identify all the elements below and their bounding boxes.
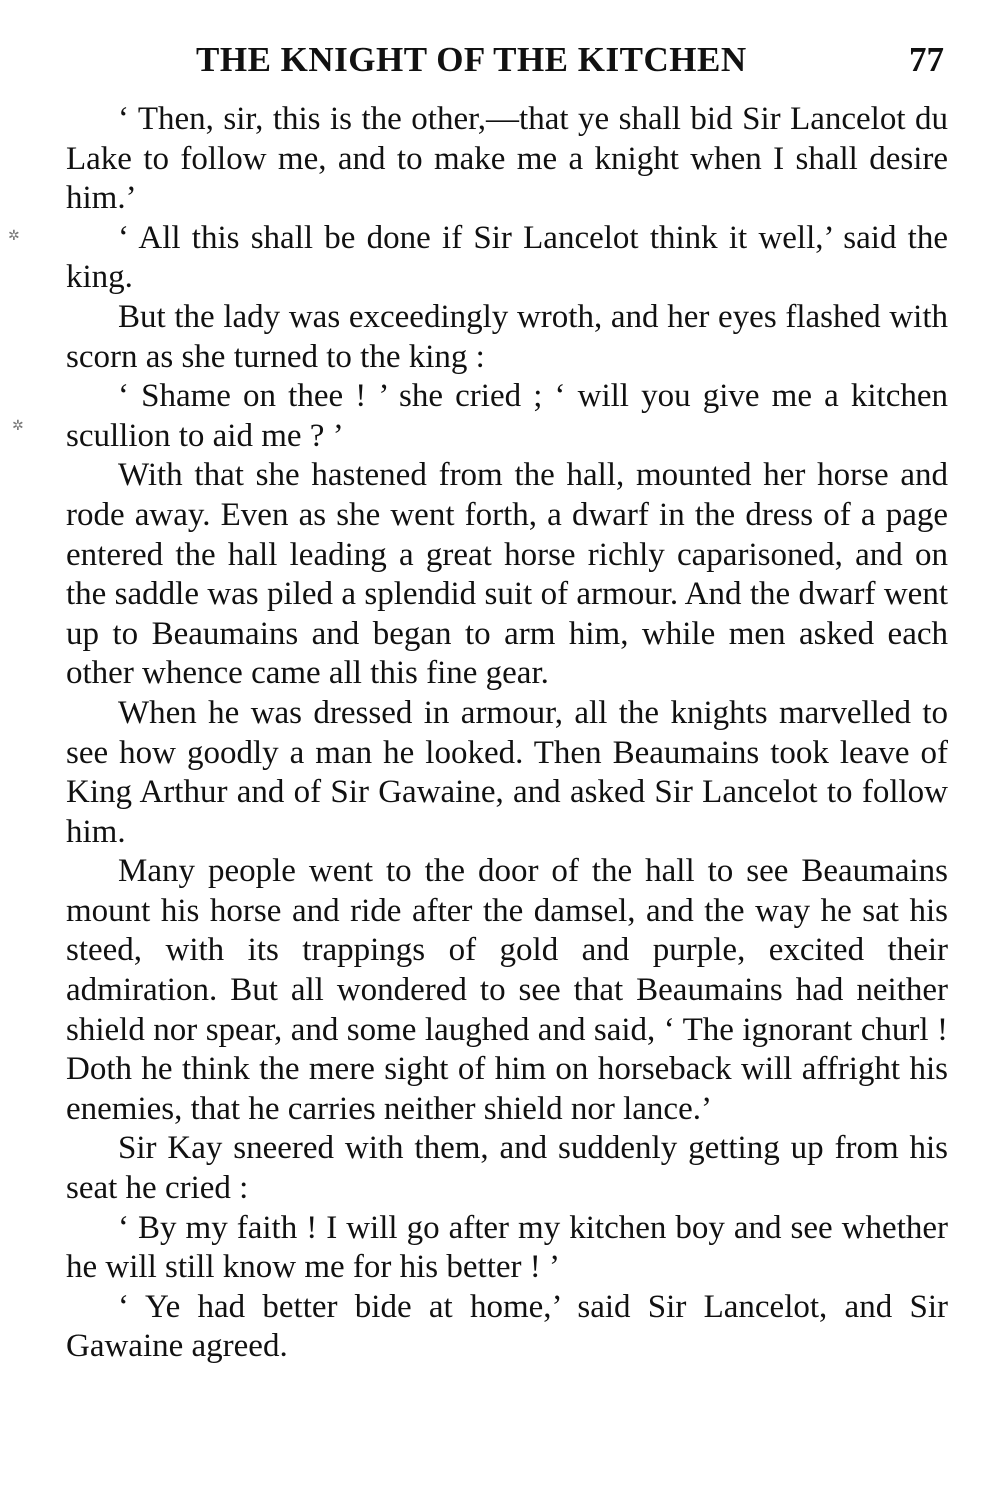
paragraph: ‘ By my faith ! I will go after my kitchen boy and see whether he will still know me for his better ! ’ [66, 1209, 948, 1286]
scan-speck: ✲ [8, 229, 20, 244]
paragraph: Sir Kay sneered with them, and suddenly getting up from his seat he cried : [66, 1130, 948, 1207]
scan-speck: ✲ [12, 419, 24, 434]
paragraph: ‘ Then, sir, this is the other,—that ye shall bid Sir Lancelot du Lake to follow me, and to make me a knight when I shall desire him.’ [66, 101, 948, 217]
body-text [66, 100, 948, 1367]
running-title: THE KNIGHT OF THE KITCHEN [196, 40, 747, 79]
paragraph: ‘ All this shall be done if Sir Lancelot think it well,’ said the king. [66, 219, 948, 296]
paragraph: When he was dressed in armour, all the knights marvelled to see how goodly a man he looked. Then Beaumains took leave of King Arthur and of Sir Gawaine, and asked Sir Lancelot to follow him. [66, 694, 948, 850]
page-header [66, 38, 948, 90]
book-page [66, 38, 948, 1367]
paragraph: ‘ Ye had better bide at home,’ said Sir Lancelot, and Sir Gawaine agreed. [66, 1288, 948, 1365]
paragraph: But the lady was exceedingly wroth, and her eyes flashed with scorn as she turned to the king : [66, 298, 948, 375]
paragraph: ‘ Shame on thee ! ’ she cried ; ‘ will you give me a kitchen scullion to aid me ? ’ [66, 378, 948, 454]
paragraph: With that she hastened from the hall, mounted her horse and rode away. Even as she went forth, a dwarf in the dress of a page entered the hall leading a great horse richly caparisoned, and on the saddle was piled a splendid suit of armour. And the dwarf went up to Beaumains and began to arm him, while men asked each other whence came all this fine gear. [66, 457, 948, 692]
page-number: 77 [909, 40, 944, 79]
paragraph: Many people went to the door of the hall to see Beaumains mount his horse and ride after the damsel, and the way he sat his steed, with its trappings of gold and purple, excited their admiration. But all wondered to see that Beaumains had neither shield nor spear, and some laughed and said, ‘ The ignorant churl ! Doth he think the mere sight of him on horseback will affright his enemies, that he carries neither shield nor lance.’ [66, 853, 948, 1127]
